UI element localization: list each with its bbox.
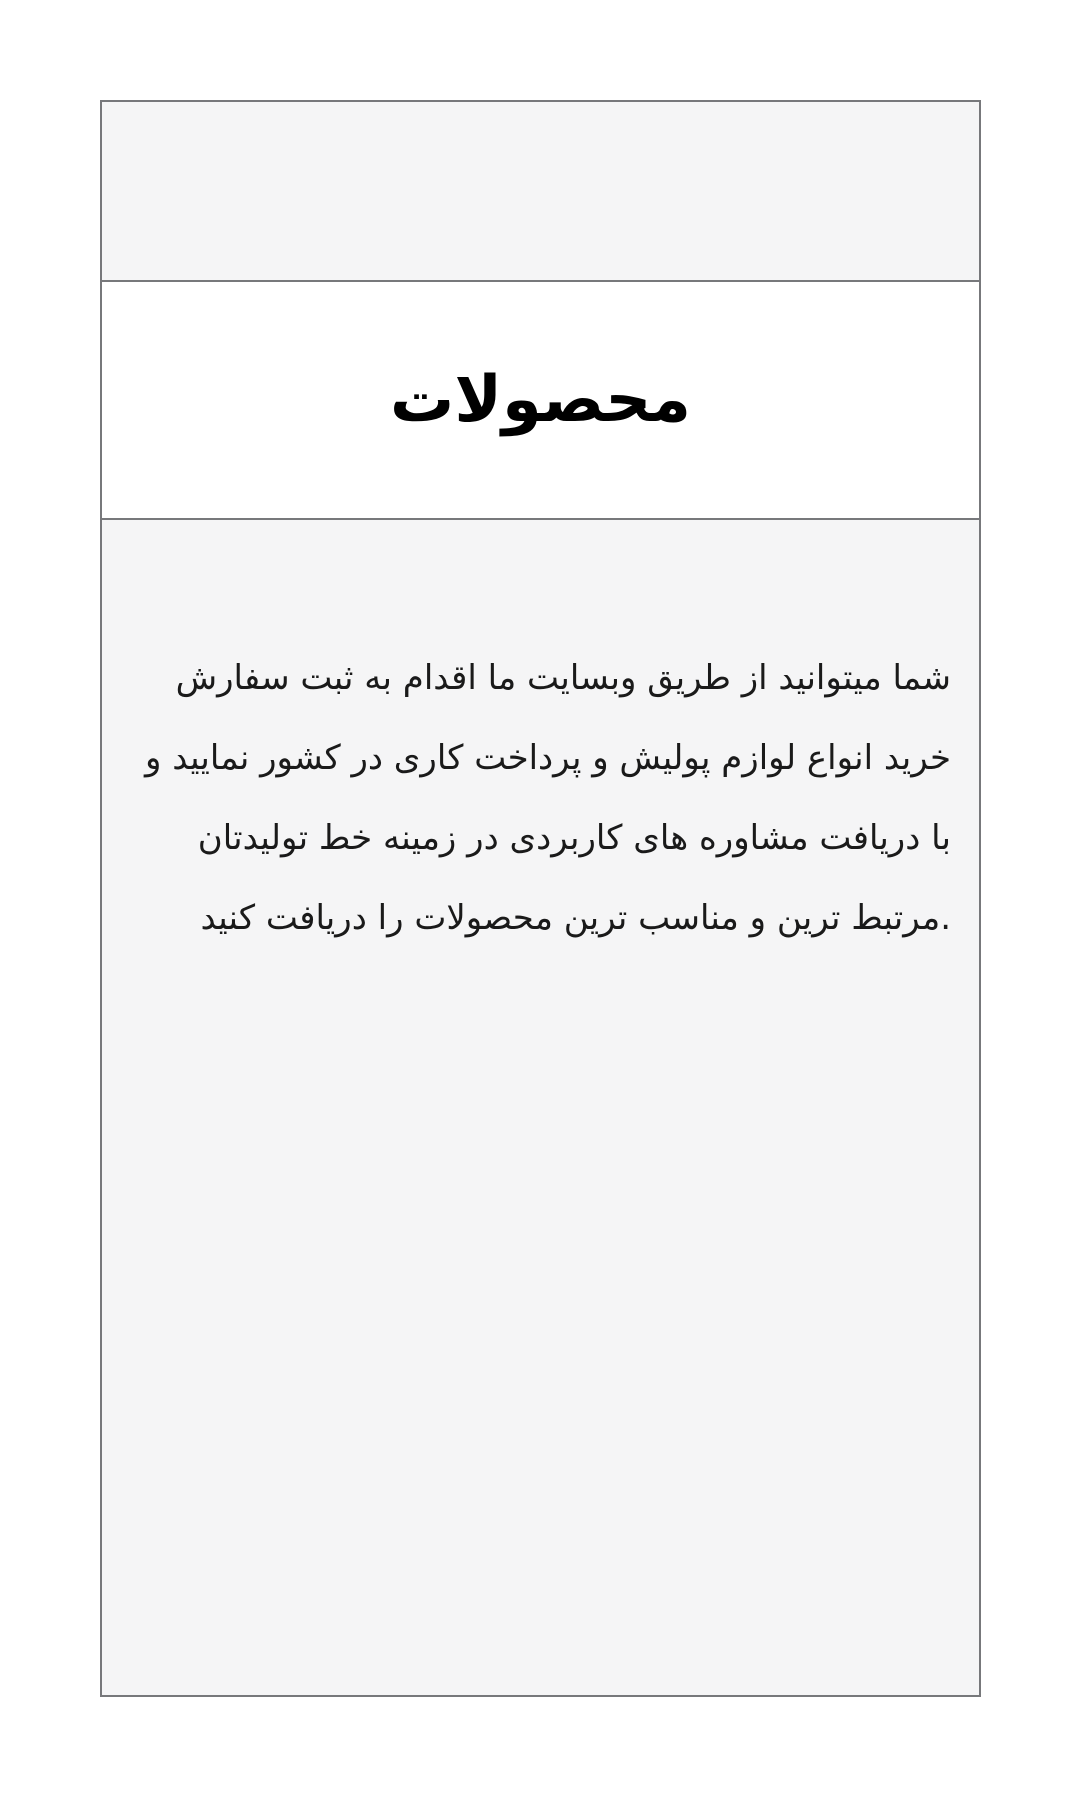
card-title-row	[102, 282, 979, 520]
products-card	[100, 100, 981, 1697]
card-body	[102, 520, 979, 1695]
product-description: شما میتوانید از طریق وبسایت ما اقدام به ثبت سفارش خرید انواع لوازم پولیش و پرداخت کاری در کشور نمایید و با دریافت مشاوره های کاربردی در زمینه خط تولیدتان مرتبط ترین و مناسب ترین محصولات را دریافت کنید.	[145, 658, 951, 938]
page-title: محصولات	[390, 363, 691, 437]
product-image-placeholder	[102, 102, 979, 282]
